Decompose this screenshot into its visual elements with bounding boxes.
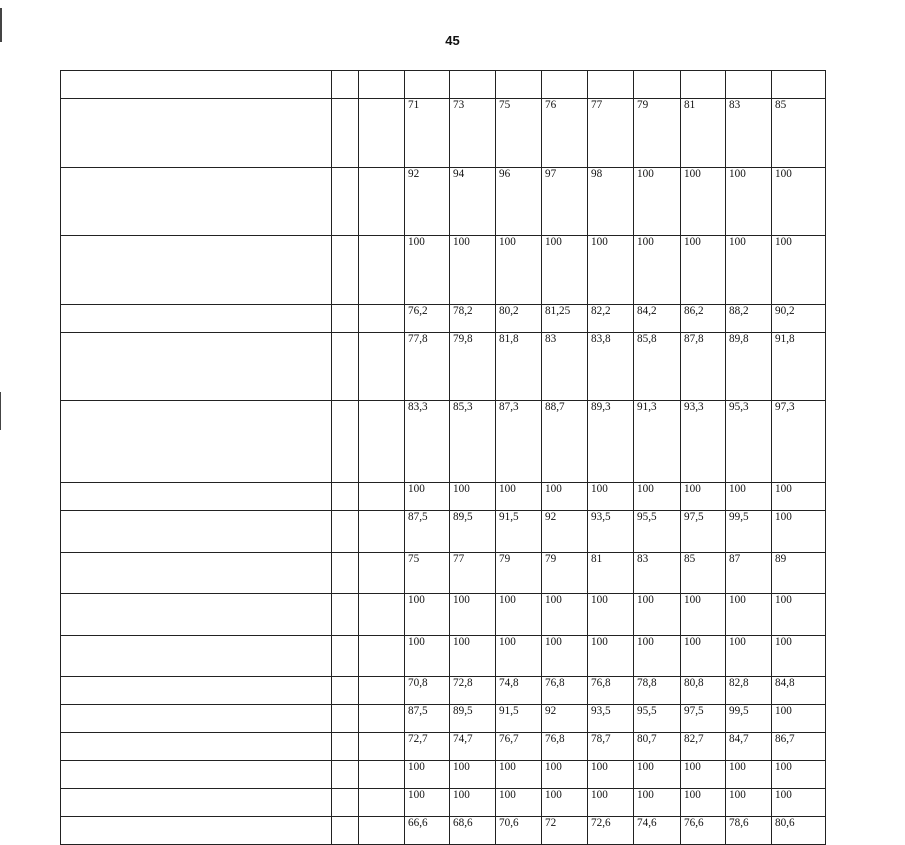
territory-name-cell [332,677,359,705]
value-cell: 93,5 [588,511,634,553]
value-cell [496,71,542,99]
table-row [61,483,826,511]
empty-cell [359,511,405,553]
value-cell: 100 [588,635,634,677]
value-cell: 100 [542,761,588,789]
table-row [61,789,826,817]
value-cell: 84,7 [726,733,772,761]
value-cell: 73 [450,99,496,168]
table-body [61,71,826,845]
value-cell [588,71,634,99]
value-cell [634,71,681,99]
territory-name-cell [332,236,359,305]
value-cell: 97,5 [681,511,726,553]
territory-name-cell [332,761,359,789]
value-cell: 97 [542,167,588,236]
row-number-cell [61,236,332,305]
value-cell: 81 [681,99,726,168]
table-row [61,677,826,705]
value-cell: 100 [496,483,542,511]
value-cell: 87,5 [405,511,450,553]
table-row [61,761,826,789]
value-cell: 100 [726,761,772,789]
value-cell: 100 [634,594,681,636]
table-row [61,71,826,99]
value-cell: 87,5 [405,705,450,733]
value-cell: 83 [634,552,681,594]
value-cell: 97,5 [681,705,726,733]
value-cell: 97,3 [772,401,826,483]
value-cell: 79,8 [450,332,496,401]
value-cell: 100 [542,236,588,305]
empty-cell [359,483,405,511]
value-cell: 81 [588,552,634,594]
table-row [61,733,826,761]
value-cell: 74,7 [450,733,496,761]
value-cell: 93,5 [588,705,634,733]
value-cell: 80,8 [681,677,726,705]
value-cell: 89,5 [450,511,496,553]
value-cell: 89 [772,552,826,594]
value-cell: 100 [450,789,496,817]
value-cell: 83,3 [405,401,450,483]
value-cell: 81,25 [542,304,588,332]
empty-cell [359,594,405,636]
value-cell: 100 [405,635,450,677]
row-number-cell [61,552,332,594]
value-cell: 100 [681,789,726,817]
table-row [61,594,826,636]
row-number-cell [61,401,332,483]
value-cell: 75 [405,552,450,594]
territory-name-cell [332,99,359,168]
value-cell: 100 [681,483,726,511]
value-cell: 74,8 [496,677,542,705]
table-row [61,635,826,677]
value-cell: 100 [681,236,726,305]
empty-cell [359,167,405,236]
value-cell: 72 [542,817,588,845]
value-cell: 100 [542,635,588,677]
value-cell: 95,5 [634,511,681,553]
value-cell: 92 [542,705,588,733]
value-cell: 76,8 [542,677,588,705]
value-cell: 100 [405,761,450,789]
value-cell: 100 [450,635,496,677]
empty-cell [359,236,405,305]
value-cell: 89,3 [588,401,634,483]
value-cell: 94 [450,167,496,236]
value-cell: 89,8 [726,332,772,401]
value-cell: 79 [542,552,588,594]
value-cell [772,71,826,99]
value-cell: 92 [405,167,450,236]
value-cell: 100 [542,789,588,817]
row-number-cell [61,677,332,705]
value-cell: 100 [450,236,496,305]
value-cell: 100 [496,635,542,677]
value-cell: 81,8 [496,332,542,401]
row-number-cell [61,635,332,677]
value-cell: 77 [450,552,496,594]
value-cell: 100 [496,594,542,636]
value-cell: 78,7 [588,733,634,761]
value-cell: 82,2 [588,304,634,332]
value-cell: 100 [772,705,826,733]
empty-cell [359,552,405,594]
value-cell: 85 [772,99,826,168]
value-cell: 79 [634,99,681,168]
value-cell [405,71,450,99]
value-cell: 100 [772,236,826,305]
empty-cell [359,332,405,401]
value-cell: 70,8 [405,677,450,705]
table-row [61,167,826,236]
empty-cell [359,705,405,733]
value-cell: 83,8 [588,332,634,401]
value-cell: 100 [450,594,496,636]
value-cell: 100 [496,236,542,305]
value-cell: 80,2 [496,304,542,332]
value-cell: 79 [496,552,542,594]
row-number-cell [61,817,332,845]
row-number-cell [61,705,332,733]
value-cell: 100 [726,594,772,636]
value-cell: 68,6 [450,817,496,845]
territory-name-cell [332,705,359,733]
scan-edge-mark [0,392,1,430]
value-cell: 89,5 [450,705,496,733]
value-cell: 71 [405,99,450,168]
value-cell: 80,6 [772,817,826,845]
row-number-cell [61,511,332,553]
value-cell: 85,3 [450,401,496,483]
table-row [61,236,826,305]
row-number-cell [61,71,332,99]
value-cell: 83 [542,332,588,401]
row-number-cell [61,483,332,511]
value-cell: 66,6 [405,817,450,845]
value-cell: 72,7 [405,733,450,761]
value-cell: 100 [634,236,681,305]
value-cell: 91,3 [634,401,681,483]
value-cell: 100 [496,761,542,789]
value-cell: 76,2 [405,304,450,332]
row-number-cell [61,304,332,332]
value-cell: 100 [588,761,634,789]
value-cell [681,71,726,99]
row-number-cell [61,594,332,636]
value-cell: 100 [726,236,772,305]
value-cell: 87 [726,552,772,594]
row-number-cell [61,167,332,236]
value-cell: 100 [772,635,826,677]
value-cell: 82,7 [681,733,726,761]
value-cell: 100 [681,167,726,236]
value-cell: 100 [681,594,726,636]
value-cell: 100 [634,167,681,236]
value-cell: 83 [726,99,772,168]
data-table [60,70,826,845]
territory-name-cell [332,511,359,553]
value-cell: 100 [405,483,450,511]
value-cell: 76,6 [681,817,726,845]
row-number-cell [61,99,332,168]
territory-name-cell [332,552,359,594]
value-cell: 76 [542,99,588,168]
value-cell: 99,5 [726,511,772,553]
table-row [61,304,826,332]
value-cell: 85 [681,552,726,594]
value-cell: 95,5 [634,705,681,733]
value-cell: 84,2 [634,304,681,332]
value-cell: 76,8 [588,677,634,705]
empty-cell [359,99,405,168]
page-number: 45 [445,33,460,48]
value-cell: 87,3 [496,401,542,483]
empty-cell [359,789,405,817]
value-cell: 86,7 [772,733,826,761]
value-cell: 100 [634,635,681,677]
value-cell: 96 [496,167,542,236]
value-cell: 82,8 [726,677,772,705]
value-cell: 100 [588,594,634,636]
territory-name-cell [332,483,359,511]
empty-cell [359,817,405,845]
value-cell: 100 [726,635,772,677]
value-cell: 100 [450,483,496,511]
table-row [61,705,826,733]
table-row [61,332,826,401]
value-cell: 100 [772,789,826,817]
value-cell: 100 [772,594,826,636]
value-cell: 100 [726,167,772,236]
value-cell: 100 [496,789,542,817]
row-number-cell [61,761,332,789]
territory-name-cell [332,635,359,677]
value-cell: 100 [542,594,588,636]
value-cell: 95,3 [726,401,772,483]
value-cell: 74,6 [634,817,681,845]
row-number-cell [61,332,332,401]
empty-cell [359,761,405,789]
value-cell: 91,5 [496,705,542,733]
territory-name-cell [332,71,359,99]
value-cell: 98 [588,167,634,236]
value-cell: 88,2 [726,304,772,332]
empty-cell [359,304,405,332]
territory-name-cell [332,167,359,236]
value-cell: 80,7 [634,733,681,761]
territory-name-cell [332,733,359,761]
value-cell: 100 [772,167,826,236]
value-cell [450,71,496,99]
value-cell: 100 [634,761,681,789]
empty-cell [359,677,405,705]
value-cell: 72,6 [588,817,634,845]
value-cell: 76,7 [496,733,542,761]
value-cell: 100 [726,483,772,511]
value-cell: 87,8 [681,332,726,401]
value-cell: 100 [681,635,726,677]
value-cell [542,71,588,99]
empty-cell [359,401,405,483]
territory-name-cell [332,817,359,845]
territory-name-cell [332,304,359,332]
empty-cell [359,71,405,99]
table-row [61,552,826,594]
value-cell: 99,5 [726,705,772,733]
value-cell: 100 [450,761,496,789]
table-row [61,817,826,845]
value-cell: 100 [681,761,726,789]
value-cell: 72,8 [450,677,496,705]
value-cell: 70,6 [496,817,542,845]
value-cell: 91,8 [772,332,826,401]
value-cell: 86,2 [681,304,726,332]
value-cell: 78,6 [726,817,772,845]
value-cell: 100 [634,789,681,817]
territory-name-cell [332,332,359,401]
value-cell [726,71,772,99]
value-cell: 91,5 [496,511,542,553]
value-cell: 100 [772,483,826,511]
value-cell: 100 [405,594,450,636]
value-cell: 77 [588,99,634,168]
territory-name-cell [332,594,359,636]
value-cell: 100 [726,789,772,817]
empty-cell [359,733,405,761]
value-cell: 100 [588,483,634,511]
value-cell: 75 [496,99,542,168]
territory-name-cell [332,401,359,483]
table-row [61,401,826,483]
value-cell: 84,8 [772,677,826,705]
value-cell: 77,8 [405,332,450,401]
value-cell: 85,8 [634,332,681,401]
row-number-cell [61,733,332,761]
value-cell: 90,2 [772,304,826,332]
value-cell: 92 [542,511,588,553]
value-cell: 100 [588,236,634,305]
value-cell: 100 [588,789,634,817]
table-row [61,511,826,553]
value-cell: 100 [405,236,450,305]
row-number-cell [61,789,332,817]
value-cell: 100 [542,483,588,511]
territory-name-cell [332,789,359,817]
empty-cell [359,635,405,677]
value-cell: 78,8 [634,677,681,705]
value-cell: 100 [634,483,681,511]
value-cell: 78,2 [450,304,496,332]
value-cell: 100 [772,761,826,789]
value-cell: 100 [405,789,450,817]
table-row [61,99,826,168]
value-cell: 100 [772,511,826,553]
value-cell: 88,7 [542,401,588,483]
value-cell: 76,8 [542,733,588,761]
value-cell: 93,3 [681,401,726,483]
